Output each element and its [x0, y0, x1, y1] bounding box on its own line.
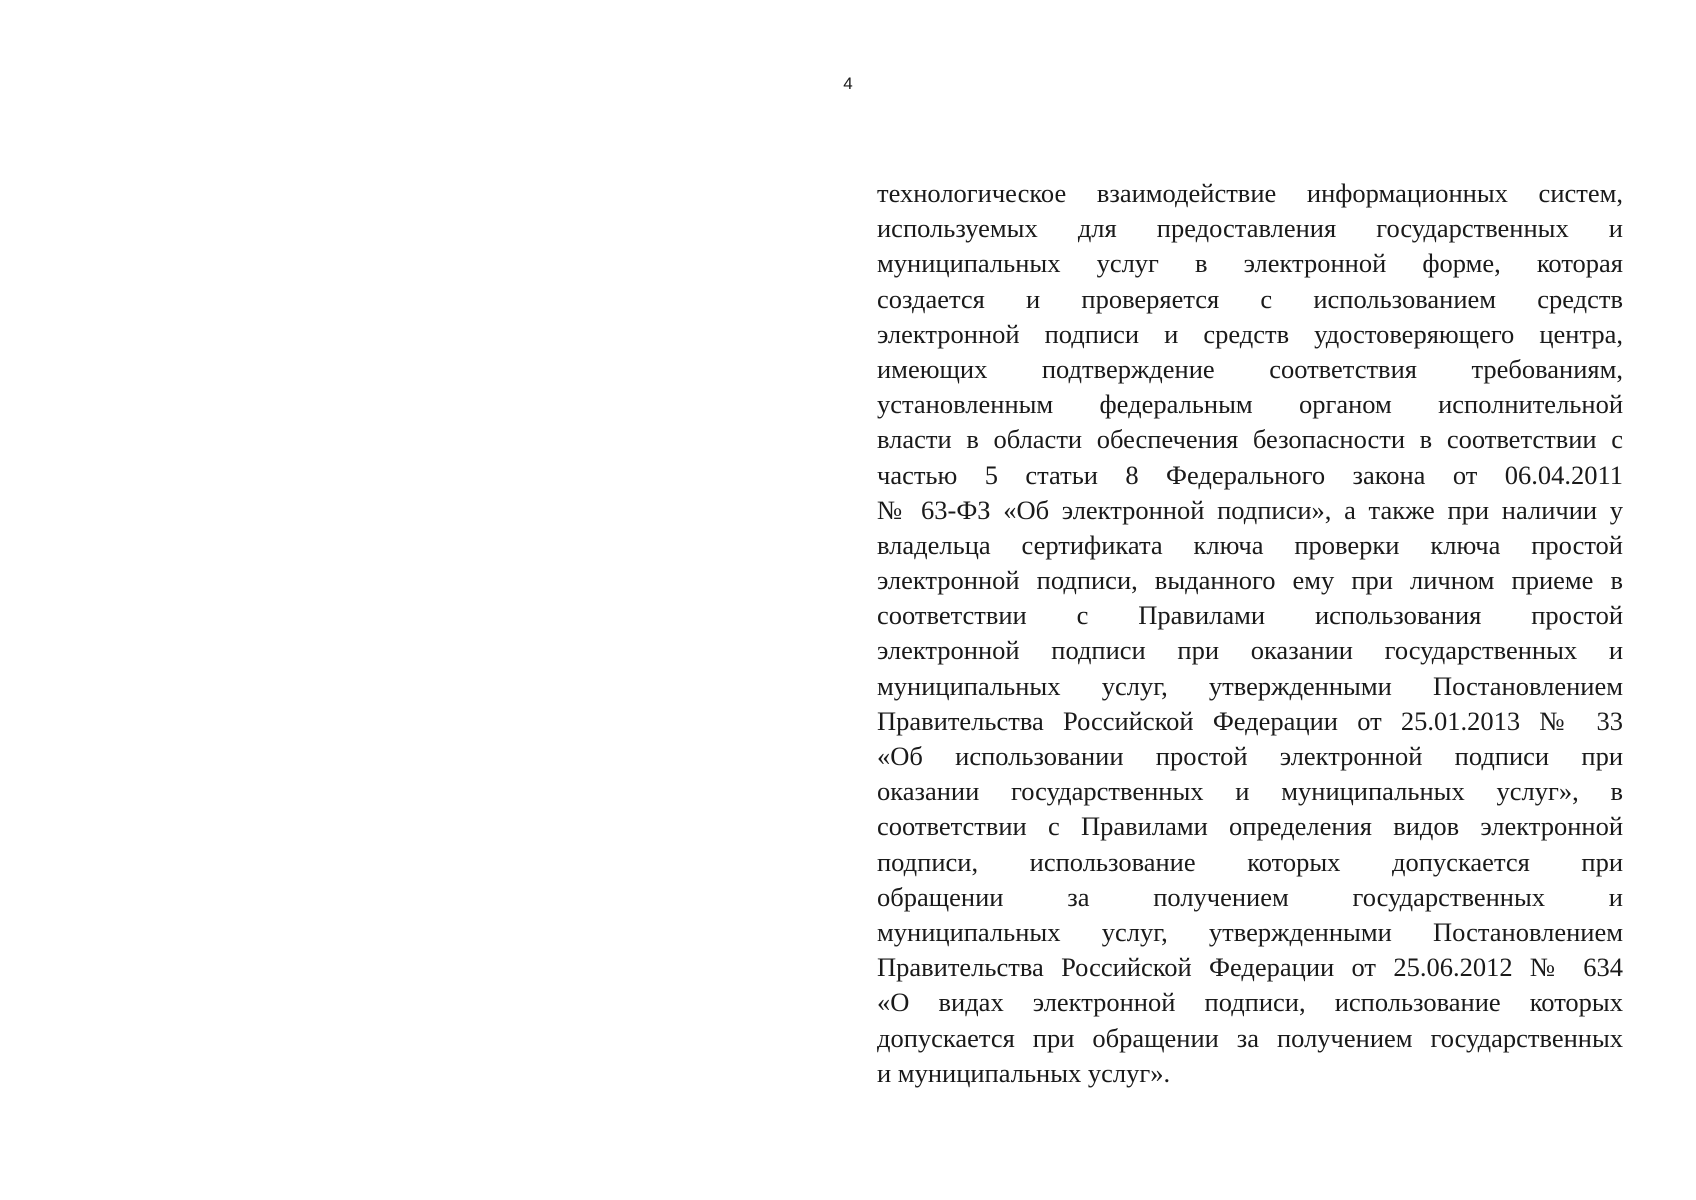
text-line: установленным федеральным органом исполнительной — [877, 389, 1623, 420]
text-line: создается и проверяется с использованием средств — [877, 283, 1623, 314]
text-line: Правительства Российской Федерации от 25.01.2013 № 33 — [877, 705, 1623, 736]
text-line: электронной подписи, выданного ему при личном приеме в — [877, 565, 1623, 596]
text-line: электронной подписи и средств удостоверяющего центра, — [877, 318, 1623, 349]
text-line: частью 5 статьи 8 Федерального закона от 06.04.2011 — [877, 459, 1623, 490]
text-line: муниципальных услуг в электронной форме, которая — [877, 248, 1623, 279]
text-line: подписи, использование которых допускается при — [877, 846, 1623, 877]
text-line: муниципальных услуг, утвержденными Постановлением — [877, 670, 1623, 701]
text-line: электронной подписи при оказании государственных и — [877, 635, 1623, 666]
text-line: технологическое взаимодействие информационных систем, — [877, 178, 1623, 208]
text-line: № 63-ФЗ «Об электронной подписи», а также при наличии у — [877, 494, 1623, 525]
text-line: Правительства Российской Федерации от 25.06.2012 № 634 — [877, 952, 1623, 983]
text-line: используемых для предоставления государственных и — [877, 213, 1623, 244]
text-line: и муниципальных услуг». — [877, 1057, 1171, 1088]
page-number: 4 — [843, 74, 853, 93]
text-line: муниципальных услуг, утвержденными Постановлением — [877, 916, 1623, 947]
text-line: власти в области обеспечения безопасности в соответствии с — [877, 424, 1623, 455]
text-line: оказании государственных и муниципальных услуг», в — [877, 776, 1623, 807]
text-line: соответствии с Правилами определения видов электронной — [877, 811, 1623, 842]
text-line: соответствии с Правилами использования простой — [877, 600, 1623, 631]
text-line: обращении за получением государственных и — [877, 881, 1623, 912]
document-body — [877, 176, 1623, 1091]
text-line: владельца сертификата ключа проверки ключа простой — [877, 529, 1623, 560]
text-line: «О видах электронной подписи, использование которых — [877, 987, 1623, 1018]
text-line: допускается при обращении за получением государственных — [877, 1022, 1623, 1053]
text-line: имеющих подтверждение соответствия требованиям, — [877, 353, 1623, 384]
text-line: «Об использовании простой электронной подписи при — [877, 741, 1623, 771]
